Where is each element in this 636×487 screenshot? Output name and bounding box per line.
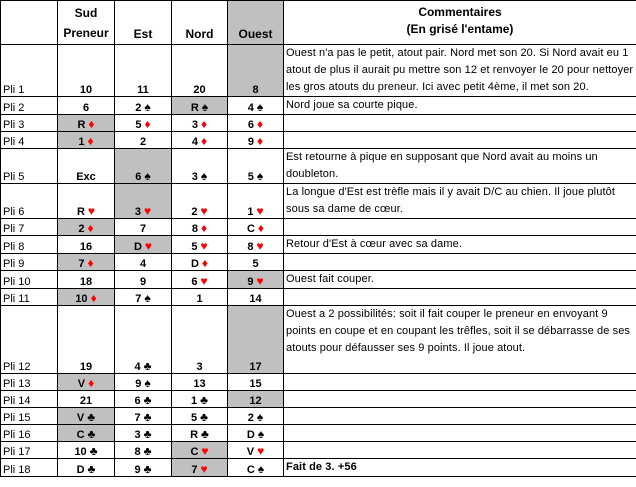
card-value: 2	[191, 206, 198, 218]
diamond-suit-icon: ♦	[201, 134, 208, 148]
heart-suit-icon: ♥	[256, 239, 264, 253]
card-nord	[172, 45, 228, 97]
card-value: 2	[135, 102, 142, 114]
club-suit-icon: ♣	[89, 444, 98, 458]
card-sud	[58, 271, 115, 289]
card-value: 4	[139, 258, 147, 270]
heart-suit-icon: ♥	[256, 274, 264, 288]
header-sud	[58, 1, 115, 45]
comment-cell	[284, 391, 636, 408]
table-row	[1, 236, 636, 254]
comment-cell: Ouest fait couper.	[284, 271, 636, 289]
club-suit-icon: ♣	[201, 427, 209, 441]
club-suit-icon: ♣	[143, 393, 152, 407]
card-value: 2	[78, 223, 85, 235]
card-value: 9	[247, 136, 254, 148]
card-ouest	[228, 97, 284, 115]
heart-suit-icon: ♥	[200, 462, 208, 476]
diamond-suit-icon: ♦	[87, 134, 94, 148]
card-value: 21	[79, 395, 93, 407]
card-value: 5	[191, 412, 198, 424]
card-sud	[58, 408, 115, 425]
card-sud	[58, 254, 115, 271]
diamond-suit-icon: ♦	[88, 376, 95, 390]
header-ouest: Ouest	[228, 1, 284, 45]
card-value: 6	[82, 102, 90, 114]
pli-label: Pli 15	[1, 408, 58, 425]
comment-cell	[284, 425, 636, 442]
card-value: 3	[134, 206, 141, 218]
card-value: 1	[78, 136, 85, 148]
spade-suit-icon: ♠	[200, 169, 208, 183]
card-value: 1	[191, 395, 198, 407]
card-est	[115, 425, 172, 442]
pli-label: Pli 3	[1, 115, 58, 132]
card-est	[115, 45, 172, 97]
card-sud	[58, 425, 115, 442]
card-value: 18	[79, 276, 93, 288]
comment-cell: Est retourne à pique en supposant que Nord avait au moins un doubleton.	[284, 149, 636, 184]
card-nord	[172, 271, 228, 289]
card-est	[115, 254, 172, 271]
card-nord	[172, 97, 228, 115]
card-est	[115, 236, 172, 254]
header-est: Est	[115, 1, 172, 45]
card-value: 4	[134, 361, 141, 373]
spade-suit-icon: ♠	[256, 410, 264, 424]
card-sud	[58, 289, 115, 306]
pli-label: Pli 13	[1, 374, 58, 391]
card-sud	[58, 391, 115, 408]
card-sud	[58, 442, 115, 459]
comment-cell	[284, 408, 636, 425]
diamond-suit-icon: ♦	[88, 117, 95, 131]
card-sud	[58, 132, 115, 149]
club-suit-icon: ♣	[143, 359, 152, 373]
table-row	[1, 115, 636, 132]
pli-label: Pli 18	[1, 459, 58, 477]
table-row	[1, 149, 636, 184]
card-value: 11	[137, 84, 149, 96]
diamond-suit-icon: ♦	[87, 221, 94, 235]
card-value: 17	[249, 361, 262, 373]
table-row	[1, 374, 636, 391]
card-value: 4	[191, 136, 198, 148]
card-nord	[172, 132, 228, 149]
pli-label: Pli 16	[1, 425, 58, 442]
table-row	[1, 408, 636, 425]
table-row	[1, 391, 636, 408]
card-ouest	[228, 219, 284, 236]
card-value: 8	[252, 84, 259, 96]
card-value: 20	[193, 84, 206, 96]
card-value: 10	[79, 84, 93, 96]
comment-cell	[284, 219, 636, 236]
card-sud	[58, 45, 115, 97]
heart-suit-icon: ♥	[200, 204, 208, 218]
card-value: 19	[79, 361, 93, 373]
card-est	[115, 306, 172, 374]
card-value: C	[76, 429, 85, 441]
card-value: 7	[191, 464, 198, 476]
card-value: 8	[191, 223, 198, 235]
card-nord	[172, 149, 228, 184]
header-empty	[1, 1, 58, 45]
spade-suit-icon: ♠	[256, 100, 264, 114]
card-value: 7	[78, 258, 85, 270]
card-sud	[58, 374, 115, 391]
card-ouest	[228, 184, 284, 219]
pli-label: Pli 7	[1, 219, 58, 236]
card-value: 7	[139, 223, 147, 235]
card-est	[115, 391, 172, 408]
comment-cell	[284, 289, 636, 306]
card-nord	[172, 219, 228, 236]
card-value: 1	[196, 293, 203, 305]
card-est	[115, 149, 172, 184]
card-value: R	[77, 119, 86, 131]
card-value: C	[246, 223, 255, 235]
card-ouest	[228, 408, 284, 425]
table-body	[1, 1, 636, 477]
table-row	[1, 97, 636, 115]
card-ouest	[228, 45, 284, 97]
card-value: 3	[191, 119, 198, 131]
spade-suit-icon: ♠	[144, 376, 151, 390]
pli-label: Pli 14	[1, 391, 58, 408]
spade-suit-icon: ♠	[144, 169, 151, 183]
card-ouest	[228, 374, 284, 391]
card-ouest	[228, 236, 284, 254]
card-value: 6	[135, 171, 142, 183]
pli-label: Pli 8	[1, 236, 58, 254]
card-value: 5	[247, 171, 254, 183]
pli-label: Pli 10	[1, 271, 58, 289]
header-sud-line1: Sud	[74, 5, 98, 20]
header-sud-line2: Preneur	[63, 25, 109, 40]
pli-label: Pli 5	[1, 149, 58, 184]
card-sud	[58, 306, 115, 374]
card-nord	[172, 289, 228, 306]
table-row	[1, 254, 636, 271]
diamond-suit-icon: ♦	[257, 117, 264, 131]
card-value: 1	[247, 206, 254, 218]
card-value: 6	[247, 119, 254, 131]
card-nord	[172, 254, 228, 271]
card-est	[115, 115, 172, 132]
comment-cell: Ouest a 2 possibilités: soit il fait couper le preneur en envoyant 9 points en coupe et en coupant les trêfles, soit il se débarrasse de ses atouts pour défausser ses 9 points. Il joue atout.	[284, 306, 636, 374]
diamond-suit-icon: ♦	[257, 134, 264, 148]
heart-suit-icon: ♥	[201, 444, 209, 458]
card-est	[115, 289, 172, 306]
header-com-line1: Commentaires	[418, 5, 502, 19]
card-value: 2	[139, 136, 147, 148]
diamond-suit-icon: ♦	[257, 221, 265, 235]
diamond-suit-icon: ♦	[87, 256, 94, 270]
comment-cell: Retour d'Est à cœur avec sa dame.	[284, 236, 636, 254]
card-value: 5	[135, 119, 142, 131]
card-est	[115, 442, 172, 459]
heart-suit-icon: ♥	[144, 239, 153, 253]
card-value: 12	[249, 395, 262, 407]
table-row	[1, 425, 636, 442]
card-ouest	[228, 425, 284, 442]
card-value: 3	[196, 361, 203, 373]
card-value: 8	[134, 446, 141, 458]
pli-label: Pli 6	[1, 184, 58, 219]
card-value: 9	[247, 276, 254, 288]
spade-suit-icon: ♠	[144, 100, 151, 114]
spade-suit-icon: ♠	[256, 169, 264, 183]
comment-cell: Ouest n'a pas le petit, atout pair. Nord met son 20. Si Nord avait eu 1 atout de plus il aurait pu mettre son 12 et renvoyer le 20 pour nettoyer les gros atouts du preneur. Ici avec petit 4ème, il met son 20.	[284, 45, 636, 97]
diamond-suit-icon: ♦	[90, 291, 97, 305]
card-sud	[58, 219, 115, 236]
card-value: D	[190, 258, 199, 270]
heart-suit-icon: ♥	[200, 239, 208, 253]
club-suit-icon: ♣	[200, 410, 208, 424]
card-est	[115, 271, 172, 289]
card-sud	[58, 97, 115, 115]
card-value: 6	[134, 395, 141, 407]
card-value: 3	[134, 429, 141, 441]
card-value: 7	[135, 293, 142, 305]
card-ouest	[228, 306, 284, 374]
club-suit-icon: ♣	[143, 410, 152, 424]
comment-cell	[284, 132, 636, 149]
diamond-suit-icon: ♦	[201, 221, 208, 235]
card-value: C	[190, 446, 199, 458]
card-value: Exc	[76, 171, 96, 183]
diamond-suit-icon: ♦	[144, 117, 151, 131]
table-row	[1, 306, 636, 374]
card-est	[115, 459, 172, 477]
header-row	[1, 1, 636, 45]
card-value: 4	[247, 102, 254, 114]
card-value: D	[76, 464, 85, 476]
card-ouest	[228, 115, 284, 132]
comment-cell	[284, 254, 636, 271]
table-row	[1, 219, 636, 236]
card-ouest	[228, 391, 284, 408]
card-value: 9	[134, 464, 141, 476]
table-row	[1, 442, 636, 459]
card-value: D	[246, 429, 255, 441]
table-row	[1, 289, 636, 306]
table-row	[1, 459, 636, 477]
header-nord: Nord	[172, 1, 228, 45]
card-value: 15	[249, 378, 262, 390]
card-sud	[58, 149, 115, 184]
card-value: R	[190, 102, 199, 114]
diamond-suit-icon: ♦	[201, 117, 208, 131]
card-value: V	[246, 446, 255, 458]
card-value: 10	[74, 446, 87, 458]
card-nord	[172, 306, 228, 374]
club-suit-icon: ♣	[87, 427, 96, 441]
card-est	[115, 374, 172, 391]
card-ouest	[228, 149, 284, 184]
comment-cell	[284, 115, 636, 132]
spade-suit-icon: ♠	[257, 427, 265, 441]
club-suit-icon: ♣	[143, 462, 152, 476]
header-com-line2: (En grisé l'entame)	[406, 22, 514, 36]
card-value: 6	[191, 276, 198, 288]
club-suit-icon: ♣	[143, 427, 152, 441]
diamond-suit-icon: ♦	[201, 256, 209, 270]
comment-cell	[284, 374, 636, 391]
table-row	[1, 132, 636, 149]
card-nord	[172, 425, 228, 442]
card-ouest	[228, 254, 284, 271]
card-nord	[172, 442, 228, 459]
spade-suit-icon: ♠	[201, 100, 209, 114]
card-value: 16	[79, 241, 93, 253]
club-suit-icon: ♣	[143, 444, 152, 458]
card-value: 7	[134, 412, 141, 424]
club-suit-icon: ♣	[200, 393, 208, 407]
pli-label: Pli 9	[1, 254, 58, 271]
card-value: 2	[247, 412, 254, 424]
pli-label: Pli 2	[1, 97, 58, 115]
card-value: 5	[191, 241, 198, 253]
card-value: 5	[252, 258, 259, 270]
card-value: 9	[135, 378, 142, 390]
heart-suit-icon: ♥	[87, 204, 96, 218]
card-est	[115, 408, 172, 425]
spade-suit-icon: ♠	[257, 462, 265, 476]
card-value: V	[76, 412, 85, 424]
comment-cell	[284, 442, 636, 459]
card-value: 10	[75, 293, 88, 305]
pli-label: Pli 11	[1, 289, 58, 306]
card-nord	[172, 115, 228, 132]
card-nord	[172, 374, 228, 391]
header-commentaires	[284, 1, 636, 45]
table-row	[1, 271, 636, 289]
comment-cell: Nord joue sa courte pique.	[284, 97, 636, 115]
heart-suit-icon: ♥	[256, 204, 264, 218]
card-nord	[172, 184, 228, 219]
card-value: V	[77, 378, 86, 390]
club-suit-icon: ♣	[87, 410, 96, 424]
card-value: 8	[247, 241, 254, 253]
card-value: 14	[249, 293, 262, 305]
pli-label: Pli 17	[1, 442, 58, 459]
card-ouest	[228, 271, 284, 289]
table-row	[1, 184, 636, 219]
pli-label: Pli 12	[1, 306, 58, 374]
card-value: 13	[193, 378, 206, 390]
heart-suit-icon: ♥	[257, 444, 265, 458]
pli-label: Pli 1	[1, 45, 58, 97]
card-value: R	[190, 429, 199, 441]
card-nord	[172, 408, 228, 425]
spade-suit-icon: ♠	[144, 291, 151, 305]
card-est	[115, 184, 172, 219]
card-value: D	[133, 241, 142, 253]
pli-label: Pli 4	[1, 132, 58, 149]
card-value: R	[76, 206, 85, 218]
card-nord	[172, 391, 228, 408]
card-ouest	[228, 459, 284, 477]
card-value: C	[246, 464, 255, 476]
card-est	[115, 219, 172, 236]
card-est	[115, 132, 172, 149]
card-nord	[172, 459, 228, 477]
comment-cell: Fait de 3. +56	[284, 459, 636, 477]
card-nord	[172, 236, 228, 254]
card-sud	[58, 184, 115, 219]
card-ouest	[228, 289, 284, 306]
heart-suit-icon: ♥	[200, 274, 208, 288]
card-value: 3	[191, 171, 198, 183]
card-value: 9	[139, 276, 147, 288]
card-ouest	[228, 442, 284, 459]
club-suit-icon: ♣	[87, 462, 96, 476]
card-sud	[58, 236, 115, 254]
card-ouest	[228, 132, 284, 149]
comment-cell: La longue d'Est est trèfle mais il y avait D/C au chien. Il joue plutôt sous sa dame de cœur.	[284, 184, 636, 219]
heart-suit-icon: ♥	[144, 204, 152, 218]
card-sud	[58, 115, 115, 132]
card-est	[115, 97, 172, 115]
table-row	[1, 45, 636, 97]
card-sud	[58, 459, 115, 477]
